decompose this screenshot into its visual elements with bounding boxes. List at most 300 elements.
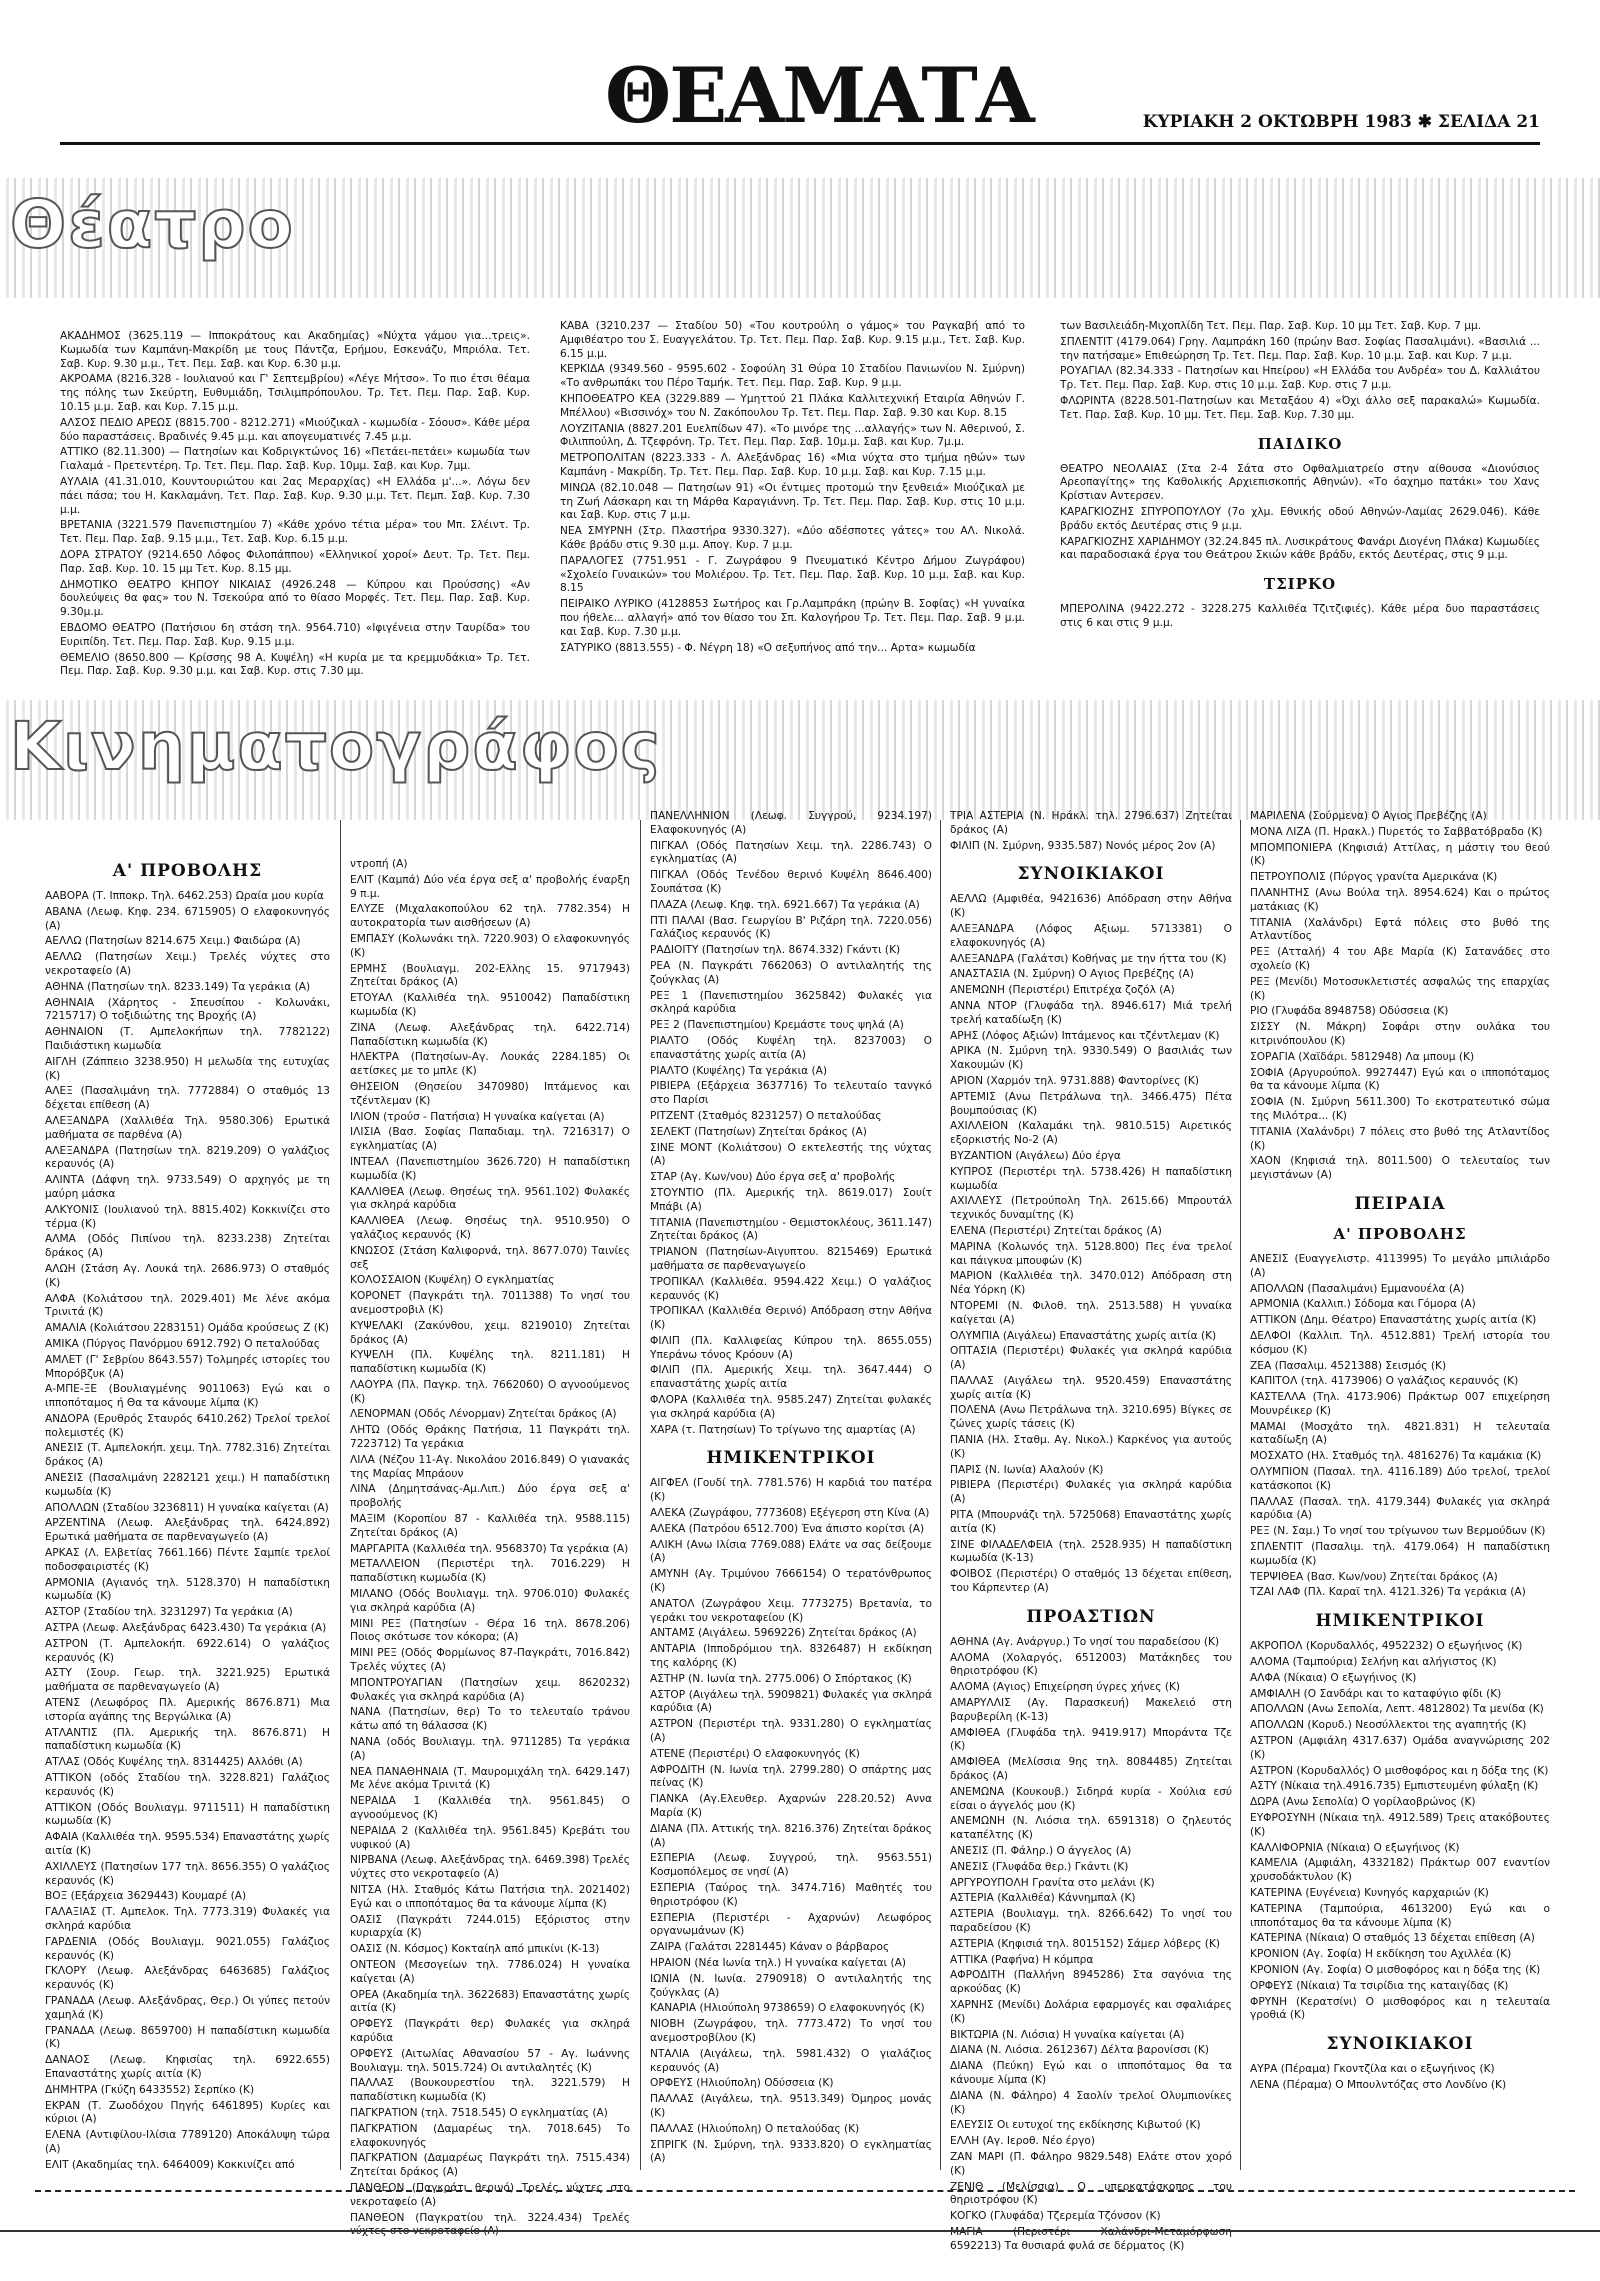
listing-entry: ΑΧΙΛΛΕΙΟΝ (Καλαμάκι τηλ. 9810.515) Αιρετικός εξορκιστής Νο-2 (Α) — [950, 1120, 1232, 1147]
cinema-column-5 — [1250, 810, 1550, 2180]
listing-entry: ΑΣΤΟΡ (Αιγάλεω τηλ. 5909821) Φυλακές για σκληρά καρύδια (Α) — [650, 1688, 932, 1715]
listing-entry: ΤΖΑΙ ΛΑΦ (Πλ. Καραϊ τηλ. 4121.326) Τα γεράκια (Α) — [1250, 1586, 1526, 1599]
listing-entry: ΡΕΞ (Μενίδι) Μοτοσυκλετιστές ασφαλώς της επαρχίας (Κ) — [1250, 975, 1550, 1002]
listing-entry: ΜΙΝΙ ΡΕΞ (Οδός Φορμίωνος 87-Παγκράτι, 7016.842) Τρελές νύχτες (Α) — [350, 1647, 630, 1674]
listing-entry: ΑΜΦΙΑΛΗ (Ο Σανδάρι και το καταφύγιο φίδι (Κ) — [1250, 1687, 1502, 1700]
theatre-banner-word: Θέατρο — [10, 186, 295, 263]
listing-entry: ΝΤΟΡΕΜΙ (Ν. Φιλοθ. τηλ. 2513.588) Η γυναίκα καίγεται (Α) — [950, 1299, 1232, 1326]
listing-entry: ΑΛΙΚΗ (Ανω Ιλίσια 7769.088) Ελάτε να σας δείξουμε (Α) — [650, 1538, 932, 1565]
listing-entry: ΑΘΗΝΑΙΟΝ (Τ. Αμπελοκήπων τηλ. 7782122) Παιδιάστικη κωμωδία — [45, 1026, 330, 1052]
listing-entry: ΚΡΟΝΙΟΝ (Αγ. Σοφία) Ο μισθοφόρος και η δόξα της (Κ) — [1250, 1963, 1541, 1976]
listing-entry: ΓΑΡΔΕΝΙΑ (Οδός Βουλιαγμ. 9021.055) Γαλάζιος κεραυνός (Κ) — [45, 1935, 330, 1962]
listing-entry: ΑΛΟΜΑ (Χολαργός, 6512003) Ματάκηδες του θηριοτρόφου (Κ) — [950, 1651, 1232, 1678]
listing-entry: ΡΕΞ 1 (Πανεπιστημίου 3625842) Φυλακές για σκληρά καρύδια — [650, 989, 932, 1016]
listing-entry: ΓΑΛΑΞΙΑΣ (Τ. Αμπελοκ. Τηλ. 7773.319) Φυλακές για σκληρά καρύδια — [45, 1906, 330, 1932]
listing-entry: ΑΡΗΣ (Λόφος Αξιών) Ιπτάμενος και τζέντλεμαν (Κ) — [950, 1029, 1220, 1042]
listing-entry: ΜΑΞΙΜ (Κοροπίου 87 - Καλλιθέα τηλ. 9588.115) Ζητείται δράκος (Α) — [350, 1513, 630, 1539]
listing-entry: ΟΝΤΕΟΝ (Μεσογείων τηλ. 7786.024) Η γυναίκα καίγεται (Α) — [350, 1958, 630, 1985]
listing-entry: ΕΛΕΝΑ (Αντιφίλου-Ιλίσια 7789120) Αποκάλυψη τώρα (Α) — [45, 2129, 330, 2155]
piraeus-semi-central-heading: ΗΜΙΚΕΝΤΡΙΚΟΙ — [1315, 1611, 1485, 1632]
cinema-banner-word: Κινηματογράφος — [10, 708, 662, 785]
listing-entry: ΑΜΑΛΙΑ (Κολιάτσου 2283151) Ομάδα κρούσεως Ζ (Κ) — [45, 1322, 329, 1335]
listing-entry: ΑΣΤΡΟΝ (Αμφιάλη 4317.637) Ομάδα αναγνώρισης 202 (Κ) — [1250, 1735, 1550, 1761]
listing-entry: ΕΜΠΑΣΥ (Κολωνάκι τηλ. 7220.903) Ο ελαφοκυνηγός (Κ) — [350, 932, 630, 959]
listing-entry: ΑΙΓΦΕΛ (Γουδί τηλ. 7781.576) Η καρδιά του πατέρα (Κ) — [650, 1477, 932, 1504]
listing-entry: ΑΘΗΝΑ (Αγ. Ανάργυρ.) Το νησί του παραδείσου (Κ) — [950, 1635, 1220, 1648]
listing-entry: ΝΑΝΑ (οδός Βουλιαγμ. τηλ. 9711285) Τα γεράκια (Α) — [350, 1736, 630, 1762]
listing-entry: ΑΕΛΛΩ (Αμφιθέα, 9421636) Απόδραση στην Αθήνα (Κ) — [950, 893, 1232, 920]
listing-entry: ΙΩΝΙΑ (Ν. Ιωνία. 2790918) Ο αντιλαλητής της ζούγκλας (Α) — [650, 1972, 932, 1999]
listing-entry: ΑΠΟΛΛΩΝ (Κορυδ.) Νεοσύλλεκτοι της αγαπητής (Κ) — [1250, 1719, 1527, 1732]
listing-entry: ΑΤΛΑΣ (Οδός Κυψέλης τηλ. 8314425) Αλλόθι (Α) — [45, 1756, 303, 1769]
listing-entry: ΕΛΙΤ (Ακαδημίας τηλ. 6464009) Κοκκινίζει από — [45, 2158, 295, 2171]
listing-entry: ΑΛΜΑ (Οδός Πιπίνου τηλ. 8233.238) Ζητείται δράκος (Α) — [45, 1233, 330, 1260]
listing-entry: ΑΜΦΙΘΕΑ (Μελίσσια 9ης τηλ. 8084485) Ζητείται δράκος (Α) — [950, 1756, 1232, 1783]
listing-entry: ΦΟΙΒΟΣ (Περιστέρι) Ο σταθμός 13 δέχεται επίθεση, του Κάρπεντερ (Α) — [950, 1568, 1232, 1595]
listing-entry: ΘΗΣΕΙΟΝ (Θησείου 3470980) Ιπτάμενος και τζέντλεμαν (Κ) — [350, 1080, 630, 1107]
listing-entry: ΡΟΥΑΓΙΑΛ (82.34.333 - Πατησίων και Ηπείρου) «Η Ελλάδα του Ανδρέα» του Δ. Καλλιάτου Τρ. Τετ. Πεμ. Παρ. Σαβ. Κυρ. στις 10 μ.μ. Σαβ. Κυρ. στις 7 μ.μ. — [1060, 365, 1540, 392]
listing-entry: ΑΤΛΑΝΤΙΣ (Πλ. Αμερικής τηλ. 8676.871) Η παπαδίστικη κωμωδία (Κ) — [45, 1726, 330, 1753]
listing-entry: ΡΙΟ (Γλυφάδα 8948758) Οδύσσεια (Κ) — [1250, 1005, 1449, 1018]
listing-entry: ΜΕΤΑΛΛΕΙΟΝ (Περιστέρι τηλ. 7016.229) Η παπαδίστικη κωμωδία (Κ) — [350, 1558, 630, 1585]
listing-entry: ΦΙΛΙΠ (Ν. Σμύρνη, 9335.587) Νονός μέρος 2ον (Α) — [950, 839, 1216, 852]
listing-entry: ΑΡΜΟΝΙΑ (Αγιανός τηλ. 5128.370) Η παπαδίστικη κωμωδία (Κ) — [45, 1576, 330, 1603]
listing-entry: ΜΠΟΝΤΡΟΥΑΓΙΑΝ (Πατησίων χειμ. 8620232) Φυλακές για σκληρά καρύδια (Α) — [350, 1676, 630, 1703]
cinema-column-5b-list — [1250, 1640, 1550, 2023]
listing-entry: ΑΡΜΟΝΙΑ (Καλλιπ.) Σόδομα και Γόμορα (Α) — [1250, 1298, 1476, 1311]
listing-entry: ΡΙΑΛΤΟ (Οδός Κυψέλη τηλ. 8237003) Ο επαναστάτης χωρίς αιτία (Α) — [650, 1034, 932, 1061]
listing-entry: ΟΑΣΙΣ (Παγκράτι 7244.015) Εξόριστος στην κυριαρχία (Κ) — [350, 1913, 630, 1940]
cinema-column-4b-list — [950, 1636, 1232, 2254]
cinema-column-4a-list — [950, 893, 1232, 1595]
listing-entry: ΣΕΛΕΚΤ (Πατησίων) Ζητείται δράκος (Α) — [650, 1125, 867, 1138]
listing-entry: ΑΣΤΥ (Νίκαια τηλ.4916.735) Εμπιστευμένη φύλαξη (Κ) — [1250, 1780, 1539, 1793]
listing-entry: ΑΣΤΥ (Σουρ. Γεωρ. τηλ. 3221.925) Ερωτικά μαθήματα σε παρθεναγωγείο (Α) — [45, 1667, 330, 1694]
listing-entry: ΑΕΛΛΩ (Πατησίων 8214.675 Χειμ.) Φαιδώρα (Α) — [45, 935, 301, 948]
listing-entry: ΕΣΠΕΡΙΑ (Ταύρος τηλ. 3474.716) Μαθητές του θηριοτρόφου (Κ) — [650, 1881, 932, 1908]
listing-entry: ΑΡΚΑΣ (Λ. Ελβετίας 7661.166) Πέντε Σαμπίε τρελοί ποδοσφαιριστές (Κ) — [45, 1547, 330, 1573]
listing-entry: ΓΚΛΟΡΥ (Λεωφ. Αλεξάνδρας 6463685) Γαλάζιος κεραυνός (Κ) — [45, 1965, 330, 1992]
listing-entry: ΑΝΕΜΩΝΑ (Κουκουβ.) Σιδηρά κυρία - Χούλια εσύ είσαι ο άγγελός μου (Κ) — [950, 1785, 1232, 1812]
listing-entry: ΡΙΒΙΕΡΑ (Περιστέρι) Φυλακές για σκληρά καρύδια (Α) — [950, 1479, 1232, 1506]
listing-entry: ΟΛΥΜΠΙΑ (Αιγάλεω) Επαναστάτης χωρίς αιτία (Κ) — [950, 1329, 1217, 1342]
listing-entry: ΡΙΤΖΕΝΤ (Σταθμός 8231257) Ο πεταλούδας — [650, 1109, 882, 1122]
listing-entry: ΦΛΟΡΑ (Καλλιθέα τηλ. 9585.247) Ζητείται φυλακές για σκληρά καρύδια (Α) — [650, 1394, 932, 1420]
listing-entry: ΧΑΟΝ (Κηφισιά τηλ. 8011.500) Ο τελευταίος των μεγιστάνων (Α) — [1250, 1155, 1550, 1182]
masthead — [60, 52, 1540, 145]
circus-heading: ΤΣΙΡΚΟ — [1263, 575, 1337, 594]
listing-entry: ΚΑΤΕΡΙΝΑ (Νίκαια) Ο σταθμός 13 δέχεται επίθεση (Α) — [1250, 1932, 1535, 1945]
listing-entry: ΧΑΡΝΗΣ (Μενίδι) Δολάρια εφαρμογές και σφαλιάρες (Κ) — [950, 1998, 1232, 2025]
listing-entry: ΑΤΕΝΣ (Λεωφόρος Πλ. Αμερικής 8676.871) Μια ιστορία αγάπης της Βεργώλικα (Α) — [45, 1697, 330, 1723]
listing-entry: ΠΑΛΛΑΣ (Αιγάλεω τηλ. 9520.459) Επαναστάτης χωρίς αιτία (Κ) — [950, 1374, 1232, 1401]
listing-entry: ΠΙΓΚΑΛ (Οδός Τενέδου θερινό Κυψέλη 8646.400) Σουπάτσα (Κ) — [650, 869, 932, 895]
listing-entry: ΑΤΤΙΚΟΝ (Δημ. Θέατρο) Επαναστάτης χωρίς αιτία (Κ) — [1250, 1314, 1537, 1327]
listing-entry: ΤΕΡΨΙΘΕΑ (Βασ. Κων/νου) Ζητείται δράκος (Α) — [1250, 1570, 1498, 1583]
listing-entry: ΚΑΛΛΙΘΕΑ (Λεωφ. Θησέως τηλ. 9510.950) Ο γαλάζιος κεραυνός (Κ) — [350, 1215, 630, 1241]
listing-entry: ΧΑΡΑ (τ. Πατησίων) Το τρίγωνο της αμαρτίας (Α) — [650, 1423, 916, 1436]
listing-entry: ΑΤΤΙΚΟ (82.11.300) — Πατησίων και Κοδριγκτώνος 16) «Πετάει-πετάει» κωμωδία των Γιαλαμά - Πρετεντέρη. Τρ. Τετ. Πεμ. Παρ. Σαβ. Κυρ. 10μμ. Σαβ. και Κυρ. 7μμ. — [60, 446, 530, 473]
listing-entry: ΜΑΜΑΙ (Μοσχάτο τηλ. 4821.831) Η τελευταία καταδίωξη (Α) — [1250, 1420, 1550, 1447]
listing-entry: ΑΚΡΟΑΜΑ (8216.328 - Ιουλιανού και Γ' Σεπτεμβρίου) «Λέγε Μήτσο». Το πιο έτσι θέαμα της πόλης των Σκεύρτη, Ευθυμιάδη, Τσιλιμπρόπουλου. Τρ. Τετ. Πεμ. Παρ. Σαβ. Κυρ. 10.15 μ.μ. Σαβ. και Κυρ. 7.15 μ.μ. — [60, 373, 530, 413]
listing-entry: ΝΙΡΒΑΝΑ (Λεωφ. Αλεξάνδρας τηλ. 6469.398) Τρελές νύχτες στο νεκροταφείο (Α) — [350, 1854, 630, 1881]
listing-entry: ΕΥΦΡΟΣΥΝΗ (Νίκαια τηλ. 4912.589) Τρεις ατακόβουτες (Κ) — [1250, 1812, 1550, 1838]
listing-entry: ΒΥΖΑΝΤΙΟΝ (Αιγάλεω) Δύο έργα — [950, 1149, 1121, 1162]
cinema-banner — [0, 700, 1600, 820]
listing-entry: ΗΡΑΙΟΝ (Νέα Ιωνία τηλ.) Η γυναίκα καίγεται (Α) — [650, 1956, 907, 1969]
listing-entry: ΜΠΟΜΠΟΝΙΕΡΑ (Κηφισιά) Αττίλας, η μάστιγ του θεού (Κ) — [1250, 841, 1550, 868]
cinema-column-2 — [350, 858, 630, 2224]
listing-entry: ΠΑΓΚΡΑΤΙΟΝ (Δαμαρέως Παγκράτι τηλ. 7515.434) Ζητείται δράκος (Α) — [350, 2152, 630, 2179]
listing-entry: ΑΛΙΝΤΑ (Δάφνη τηλ. 9733.549) Ο αρχηγός με τη μαύρη μάσκα — [45, 1174, 330, 1200]
listing-entry: ΑΛΕΞΑΝΔΡΑ (Χαλλιθέα Τηλ. 9580.306) Ερωτικά μαθήματα σε παρθένα (Α) — [45, 1114, 330, 1141]
listing-entry: ΚΑΡΑΓΚΙΟΖΗΣ ΣΠΥΡΟΠΟΥΛΟΥ (7ο χλμ. Εθνικής οδού Αθηνών-Λαμίας 2629.046). Κάθε βράδυ εκτός Δευτέρας στις 9 μ.μ. — [1060, 505, 1540, 532]
theatre-column-3-list — [1060, 320, 1540, 423]
listing-entry: ΖΙΝΑ (Λεωφ. Αλεξάνδρας τηλ. 6422.714) Παπαδίστικη κωμωδία (Κ) — [350, 1021, 630, 1048]
listing-entry: ΚΑΜΕΛΙΑ (Αμφιάλη, 4332182) Πράκτωρ 007 εναντίον χρυσοδάκτυλου (Κ) — [1250, 1857, 1550, 1884]
listing-entry: ΝΙΟΒΗ (Ζωγράφου, τηλ. 7773.472) Το νησί του ανεμοστροβίλου (Κ) — [650, 2018, 932, 2044]
listing-entry: ΛΙΛΑ (Νέζου 11-Αγ. Νικολάου 2016.849) Ο γιανακάς της Μαρίας Μπράουν — [350, 1453, 630, 1480]
listing-entry: ΑΣΤΡΑ (Λεωφ. Αλεξάνδρας 6423.430) Τα γεράκια (Α) — [45, 1622, 327, 1635]
listing-entry: ΟΡΦΕΥΣ (Παγκράτι θερ) Φυλακές για σκληρά καρύδια — [350, 2018, 630, 2044]
bottom-rule — [0, 2230, 1600, 2232]
listing-entry: ΠΑΛΛΑΣ (Πασαλ. τηλ. 4179.344) Φυλακές για σκληρά καρύδια (Α) — [1250, 1495, 1550, 1522]
listing-entry: ΑΝΔΟΡΑ (Ερυθρός Σταυρός 6410.262) Τρελοί τρελοί πολεμιστές (Κ) — [45, 1412, 330, 1439]
listing-entry: ΣΤΟΥΝΤΙΟ (Πλ. Αμερικής τηλ. 8619.017) Σουίτ Μπάβι (Α) — [650, 1186, 932, 1213]
listing-entry: ΑΠΟΛΛΩΝ (Ανω Σεπολία, Λεπτ. 4812802) Τα μενίδα (Κ) — [1250, 1703, 1544, 1716]
listing-entry: ΑΚΡΟΠΟΛ (Κορυδαλλός, 4952232) Ο εξωγήινος (Κ) — [1250, 1640, 1523, 1653]
listing-entry: ΤΙΤΑΝΙΑ (Χαλάνδρι) Εφτά πόλεις στο βυθό της Ατλαντίδος — [1250, 916, 1550, 943]
listing-entry: ΟΑΣΙΣ (Ν. Κόσμος) Κοκταίηλ από μπικίνι (Κ-13) — [350, 1943, 600, 1956]
kids-heading: ΠΑΙΔΙΚΟ — [1257, 434, 1343, 453]
listing-entry: ΑΝΕΣΙΣ (Π. Φάληρ.) Ο άγγελος (Α) — [950, 1845, 1132, 1857]
listing-entry: ΝΕΑ ΠΑΝΑΘΗΝΑΙΑ (Τ. Μαυρομιχάλη τηλ. 6429.147) Με λένε ακόμα Τρινιτά (Κ) — [350, 1765, 630, 1792]
listing-entry: ΠΑΝΘΕΟΝ (Παγκρατίου τηλ. 3224.434) Τρελές — [350, 2211, 630, 2224]
listing-entry: ΕΒΔΟΜΟ ΘΕΑΤΡΟ (Πατήσιου 6η στάση τηλ. 9564.710) «Ιφιγένεια στην Ταυρίδα» του Ευριπίδη. Τετ. Πεμ. Παρ. Σαβ. Κυρ. 9.15 μ.μ. — [60, 621, 530, 648]
listing-entry: ΔΙΑΝΑ (Πεύκη) Εγώ και ο ιπποπόταμος θα τα κάνουμε λίμπα (Κ) — [950, 2060, 1232, 2086]
listing-entry: ΑΑΒΟΡΑ (Τ. Ιπποκρ. Τηλ. 6462.253) Ωραία μου κυρία — [45, 890, 324, 902]
listing-entry: ΣΙΣΣΥ (Ν. Μάκρη) Σοφάρι στην ουλάκα του κιτρινόπουλου (Κ) — [1250, 1021, 1550, 1047]
listing-entry: ΑΒΑΝΑ (Λεωφ. Κηφ. 234. 6715905) Ο ελαφοκυνηγός (Α) — [45, 905, 330, 932]
listing-entry: ΜΙΝΙ ΡΕΞ (Πατησίων - Θέρα 16 τηλ. 8678.206) Ποιος σκότωσε τον κόκορα; (Α) — [350, 1617, 630, 1644]
listing-entry: ΝΕΑ ΣΜΥΡΝΗ (Στρ. Πλαστήρα 9330.327). «Δύο αδέσποτες γάτες» του ΑΛ. Νικολά. Κάθε βράδυ στις 9.30 μ.μ. Απογ. Κυρ. 7 μ.μ. — [560, 525, 1025, 551]
cinema-column-1-list — [45, 890, 330, 2173]
listing-entry: ΚΑΤΕΡΙΝΑ (Ταμπούρια, 4613200) Εγώ και ο ιπποπόταμος θα τα κάνουμε λίμπα (Κ) — [1250, 1902, 1550, 1929]
listing-entry: ΛΙΝΑ (Δημητσάνας-Αμ.Λιπ.) Δύο έργα σεξ α' προβολής — [350, 1483, 630, 1510]
listing-entry: ΑΝΝΑ ΝΤΟΡ (Γλυφάδα τηλ. 8946.617) Μιά τρελή τρελή καταδίωξη (Κ) — [950, 999, 1232, 1026]
listing-entry: 6592213) Τα θυσιαρά φυλά σε δέρματος (Κ) — [950, 2239, 1185, 2252]
listing-entry: ΠΕΤΡΟΥΠΟΛΙΣ (Πύργος γρανίτα Αμερικάνα (Κ) — [1250, 871, 1498, 884]
listing-entry: ΑΜΛΕΤ (Γ' Σεβρίου 8643.557) Τολμηρές ιστορίες του Μπορόβζυκ (Α) — [45, 1353, 330, 1380]
listing-entry: ΛΕΝΑ (Πέραμα) Ο Μπουλντόζας στο Λονδίνο (Κ) — [1250, 2078, 1507, 2091]
listing-entry: ΔΙΑΝΑ (Ν. Λιόσια. 2612367) Δέλτα βαρονίσσι (Κ) — [950, 2044, 1209, 2057]
listing-entry: ΚΝΩΣΟΣ (Στάση Καλιφορνά, τηλ. 8677.070) Ταινίες σεξ — [350, 1244, 630, 1271]
listing-entry: ΠΑΝΙΑ (Ηλ. Σταθμ. Αγ. Νικολ.) Καρκένος για αυτούς (Κ) — [950, 1434, 1232, 1460]
listing-entry: ΚΑΤΕΡΙΝΑ (Ευγένεια) Κυνηγός καρχαριών (Κ) — [1250, 1887, 1489, 1899]
listing-entry: ΑΛΕΚΑ (Ζωγράφου, 7773608) Εξέγερση στη Κίνα (Α) — [650, 1507, 930, 1520]
listing-entry: ΡΑΔΙΟΙΤΥ (Πατησίων τηλ. 8674.332) Γκάντι (Κ) — [650, 944, 901, 957]
listing-entry: ΑΠΟΛΛΩΝ (Πασαλιμάνι) Εμμανουέλα (Α) — [1250, 1282, 1465, 1295]
listing-entry: ΘΕΜΕΛΙΟ (8650.800 — Κρίσσης 98 Α. Κυψέλη) «Η κυρία με τα κρεμμυδάκια» Τρ. Τετ. Πεμ. Παρ. Σαβ. Κυρ. 9.30 μ.μ. και Σαβ. Κυρ. στις 7.30 μμ. — [60, 651, 530, 678]
listing-entry: ΡΕΞ (Ατταλή) 4 του Αβε Μαρία (Κ) Σατανάδες στο σχολείο (Κ) — [1250, 946, 1550, 972]
listing-entry: ΣΤΑΡ (Αγ. Κων/νου) Δύο έργα σεξ α' προβολής — [650, 1171, 896, 1184]
listing-entry: ΕΤΟΥΑΛ (Καλλιθέα τηλ. 9510042) Παπαδίστικη κωμωδία (Κ) — [350, 992, 630, 1018]
listing-entry: ΔΑΝΑΟΣ (Λεωφ. Κηφισίας τηλ. 6922.655) Επαναστάτης χωρίς αιτία (Κ) — [45, 2054, 330, 2080]
listing-entry: ΑΤΕΝΕ (Περιστέρι) Ο ελαφοκυνηγός (Κ) — [650, 1747, 860, 1760]
listing-entry: ΚΑΛΛΙΘΕΑ (Λεωφ. Θησέως τηλ. 9561.102) Φυλακές για σκληρά καρύδια — [350, 1185, 630, 1212]
listing-entry: ΑΥΛΑΙΑ (41.31.010, Κουντουριώτου και 2ας Μεραρχίας) «Η Ελλάδα μ'...». Λόγω δεν πάει πάσα; του Η. Κακλαμάνη. Τετ. Παρ. Σαβ. Κυρ. 9.30 μ.μ. Τετ. Πεμπ. Σαβ. Κυρ. 7.30 μ.μ. — [60, 475, 530, 516]
first-run-heading: Α' ΠΡΟΒΟΛΗΣ — [112, 861, 263, 881]
listing-entry: ΛΗΤΩ (Οδός Θράκης Πατήσια, 11 Παγκράτι τηλ. 7223712) Τα γεράκια — [350, 1424, 630, 1451]
listing-entry: ΔΙΑΝΑ (Ν. Φάληρο) 4 Σαολίν τρελοί Ολυμπιονίκες (Κ) — [950, 2089, 1232, 2116]
listing-entry: ΑΝΤΑΜΣ (Αιγάλεω. 5969226) Ζητείται δράκος (Α) — [650, 1627, 917, 1640]
kids-list — [1060, 463, 1540, 564]
listing-entry: ΤΡΟΠΙΚΑΛ (Καλλιθέα Θερινό) Απόδραση στην Αθήνα (Κ) — [650, 1305, 932, 1332]
listing-entry: ΚΟΛΟΣΣΑΙΟΝ (Κυψέλη) Ο εγκληματίας — [350, 1274, 555, 1287]
listing-entry: ΑΘΗΝΑ (Πατησίων τηλ. 8233.149) Τα γεράκια (Α) — [45, 980, 311, 993]
listing-entry: ΛΟΥΖΙΤΑΝΙΑ (8827.201 Ευελπίδων 47). «Το μινόρε της ...αλλαγής» των Ν. Αθερινού, Σ. Φιλιππούλη, Δ. Τζεφρόνη. Τρ. Τετ. Πεμ. Παρ. Σαβ. 10μ.μ. Σαβ. και Κυρ. 7μ.μ. — [560, 422, 1025, 449]
listing-entry: ΜΑΡΙΟΝ (Καλλιθέα τηλ. 3470.012) Απόδραση στη Νέα Υόρκη (Κ) — [950, 1270, 1232, 1297]
listing-entry: ΝΕΡΑΙΔΑ 2 (Καλλιθέα τηλ. 9561.845) Κρεβάτι του νυφικού (Α) — [350, 1824, 630, 1851]
cinema-column-4-list — [950, 810, 1232, 853]
listing-entry: ΜΑΡΙΛΕΝΑ (Σούρμενα) Ο Αγιος Πρεβέζης (Α) — [1250, 810, 1487, 822]
listing-entry: ΑΡΙΟΝ (Χαρμόν τηλ. 9731.888) Φαντορίνες (Κ) — [950, 1074, 1199, 1087]
listing-entry: ΠΑΝΘΕΟΝ (Παγκράτι θερινό) Τρελές νύχτες στο νεκροταφείο (Α) — [350, 2181, 630, 2208]
listing-entry: ΔΗΜΗΤΡΑ (Γκύζη 6433552) Σερπίκο (Κ) — [45, 2083, 255, 2096]
masthead-date: ΚΥΡΙΑΚΗ 2 ΟΚΤΩΒΡΗ 1983 ✱ ΣΕΛΙΔΑ 21 — [1142, 112, 1540, 132]
listing-entry: ΑΣΤΕΡΙΑ (Καλλιθέα) Κάννημπαλ (Κ) — [950, 1892, 1136, 1905]
listing-entry: ΑΦΡΟΔΙΤΗ (Παλλήνη 8945286) Στα σαγόνια της αρκούδας (Κ) — [950, 1969, 1232, 1996]
listing-entry: ΛΑΟΥΡΑ (Πλ. Παγκρ. τηλ. 7662060) Ο αγνοούμενος (Κ) — [350, 1378, 630, 1405]
listing-entry: ΝΑΝΑ (Πατησίων, θερ) Το το τελευταίο τράνου κάτω από τη θάλασσα (Κ) — [350, 1706, 630, 1733]
listing-entry: ΑΛΣΟΣ ΠΕΔΙΟ ΑΡΕΩΣ (8815.700 - 8212.271) «Μιούζικαλ - κωμωδία - Σόουσ». Κάθε μέρα δύο παραστάσεις. Βραδινές 9.45 μ.μ. και απογευματινές 7.45 μ.μ. — [60, 416, 530, 443]
listing-entry: ΑΡΓΥΡΟΥΠΟΛΗ Γρανίτα στο μελάνι (Κ) — [950, 1876, 1155, 1889]
listing-entry: ΑΜΦΙΘΕΑ (Γλυφάδα τηλ. 9419.917) Μποράντα Τζε (Κ) — [950, 1726, 1232, 1753]
cinema-column-3-list — [650, 810, 932, 1437]
listing-entry: ΚΥΠΡΟΣ (Περιστέρι τηλ. 5738.426) Η παπαδίστικη κωμωδία — [950, 1165, 1232, 1192]
listing-entry: ΙΛΙΣΙΑ (Βασ. Σοφίας Παπαδιαμ. τηλ. 7216317) Ο εγκληματίας (Α) — [350, 1126, 630, 1153]
column-rule-4 — [1240, 820, 1241, 2170]
listing-entry: ΦΛΩΡΙΝΤΑ (8228.501-Πατησίων και Μεταξάου 4) «Όχι άλλο σεξ παρακαλώ» Κωμωδία. Τετ. Παρ. Σαβ. Κυρ. 10 μμ. Τετ. Πεμ. Σαβ. Κυρ. 7.30 μμ. — [1060, 394, 1540, 421]
listing-entry: ΑΛΚΥΟΝΙΣ (Ιουλιανού τηλ. 8815.402) Κοκκινίζει στο τέρμα (Κ) — [45, 1203, 330, 1230]
listing-entry: ΕΛΥΖΕ (Μιχαλακοπούλου 62 τηλ. 7782.354) Η αυτοκρατορία των αισθήσεων (Α) — [350, 903, 630, 930]
listing-entry: ΑΣΤΗΡ (Ν. Ιωνία τηλ. 2775.006) Ο Σπόρτακος (Κ) — [650, 1672, 912, 1685]
listing-entry: ΟΡΦΕΥΣ (Νίκαια) Τα τσιρίδια της καταιγίδας (Κ) — [1250, 1979, 1509, 1992]
listing-entry: ΑΡΤΕΜΙΣ (Ανω Πετράλωνα τηλ. 3466.475) Πέτα βουμπούσιας (Κ) — [950, 1090, 1232, 1117]
listing-entry: ΕΛΙΤ (Καμπά) Δύο νέα έργα σεξ α' προβολής έναρξη 9 π.μ. — [350, 873, 630, 900]
listing-entry: ΕΛΕΝΑ (Περιστέρι) Ζητείται δράκος (Α) — [950, 1224, 1162, 1237]
column-rule-2 — [640, 820, 641, 2170]
listing-entry: ΑΦΡΟΔΙΤΗ (Ν. Ιωνία τηλ. 2799.280) Ο σπάρτης μας πείνας (Κ) — [650, 1763, 932, 1790]
listing-entry: ΒΡΕΤΑΝΙΑ (3221.579 Πανεπιστημίου 7) «Κάθε χρόνο τέτια μέρα» του Μπ. Σλέιντ. Τρ. Τετ. Πεμ. Παρ. Σαβ. 9.15 μ.μ., Τετ. Σαβ. Κυρ. 6.15 μ.μ. — [60, 519, 530, 546]
listing-entry: ΖΕΑ (Πασαλιμ. 4521388) Σεισμός (Κ) — [1250, 1359, 1447, 1372]
listing-entry: ΔΩΡΑ (Ανω Σεπολία) Ο γορίλαοβρώνος (Κ) — [1250, 1796, 1476, 1809]
listing-entry: ΚΥΨΕΛΗ (Πλ. Κυψέλης τηλ. 8211.181) Η παπαδίστικη κωμωδία (Κ) — [350, 1349, 630, 1376]
cinema-column-3 — [650, 810, 932, 2180]
listing-entry: ΕΣΠΕΡΙΑ (Περιστέρι - Αχαρνών) Λεωφόρος οργανωμάνων (Κ) — [650, 1911, 932, 1938]
listing-entry: ΠΙΓΚΑΛ (Οδός Πατησίων Χειμ. τηλ. 2286.743) Ο εγκληματίας (Α) — [650, 839, 932, 866]
listing-entry: ΤΙΤΑΝΙΑ (Πανεπιστημίου - Θεμιστοκλέους, 3611.147) Ζητείται δράκος (Α) — [650, 1216, 932, 1243]
listing-entry: ΑΣΤΕΡΙΑ (Κηφισιά τηλ. 8015152) Σάμερ λόβερς (Κ) — [950, 1937, 1221, 1950]
listing-entry: ΑΛΟΜΑ (Ταμπούρια) Σελήνη και αλήγιστος (Κ) — [1250, 1656, 1497, 1669]
listing-entry: ΚΑΛΛΙΦΟΡΝΙΑ (Νίκαια) Ο εξωγήινος (Κ) — [1250, 1841, 1460, 1854]
listing-entry: ΒΙΚΤΩΡΙΑ (Ν. Λιόσια) Η γυναίκα καίγεται (Α) — [950, 2028, 1185, 2041]
listing-entry: ΑΝΑΤΟΛ (Ζωγράφου Χειμ. 7773275) Βρετανία, το γεράκι του νεκροταφείου (Κ) — [650, 1597, 932, 1624]
listing-entry: ΣΠΛΕΝΤΙΤ (4179.064) Γρηγ. Λαμπράκη 160 (πρώην Βασ. Σοφίας Πασαλιμάνι). «Βασιλιά ... την πατήσαμε» Επιθεώρηση Τρ. Τετ. Πεμ. Παρ. Σαβ. Κυρ. 10 μ.μ. Σαβ. και Κυρ. 7 μ.μ. — [1060, 335, 1540, 362]
cinema-column-1 — [45, 850, 330, 2180]
listing-entry: ΜΑΡΙΝΑ (Κολωνός τηλ. 5128.800) Πες ένα τρελοί και πάιγκυα μπουφών (Κ) — [950, 1240, 1232, 1267]
listing-entry: ΜΟΝΑ ΛΙΖΑ (Π. Ηρακλ.) Πυρετός το Σαββατόβραδο (Κ) — [1250, 825, 1543, 838]
listing-entry: ΠΑΓΚΡΑΤΙΟΝ (τηλ. 7518.545) Ο εγκληματίας (Α) — [350, 2106, 608, 2119]
listing-entry: ΑΝΕΜΩΝΗ (Ν. Λιόσια τηλ. 6591318) Ο ζηλευτός καταπέλτης (Κ) — [950, 1815, 1232, 1842]
listing-entry: ΑΝΑΣΤΑΣΙΑ (Ν. Σμύρνη) Ο Αγιος Πρεβέζης (Α) — [950, 968, 1194, 981]
listing-entry: ΓΡΑΝΑΔΑ (Λεωφ. 8659700) Η παπαδίστικη κωμωδία (Κ) — [45, 2024, 330, 2051]
listing-entry: ΔΙΑΝΑ (Πλ. Αττικής τηλ. 8216.376) Ζητείται δράκος (Α) — [650, 1822, 932, 1849]
listing-entry: ΑΧΙΛΛΕΥΣ (Πατησίων 177 τηλ. 8656.355) Ο γαλάζιος κεραυνός (Κ) — [45, 1860, 330, 1887]
listing-entry: ΑΘΗΝΑΙΑ (Χάρητος - Σπευσίπου - Κολωνάκι, 7215717) Ο τοξιδιώτης της Βροχής (Α) — [45, 996, 330, 1023]
listing-entry: των Βασιλειάδη-Μιχοπλίδη Τετ. Πεμ. Παρ. Σαβ. Κυρ. 10 μμ Τετ. Σαβ. Κυρ. 7 μμ. — [1060, 320, 1482, 332]
listing-entry: ΑΡΖΕΝΤΙΝΑ (Λεωφ. Αλεξάνδρας τηλ. 6424.892) Ερωτικά μαθήματα σε παρθεναγωγείο (Α) — [45, 1517, 330, 1544]
listing-entry: ΑΥΡΑ (Πέραμα) Γκοντζίλα και ο εξωγήινος (Κ) — [1250, 2063, 1495, 2076]
listing-entry: ΠΑΡΑΛΟΓΕΣ (7751.951 - Γ. Ζωγράφου 9 Πνευματικό Κέντρο Δήμου Ζωγράφου) «Σχολείο Γυναικών» του Μολιέρου. Τρ. Τετ. Πεμ. Παρ. Σαβ. Κυρ. 10 μ.μ. Σαβ. και Κυρ. 8.15 — [560, 554, 1025, 595]
listing-entry: ΕΚΡΑΝ (Τ. Ζωοδόχου Πηγής 6461895) Κυρίες και κύριοι (Α) — [45, 2099, 330, 2126]
listing-entry: ΚΟΓΚΟ (Γλυφάδα) Τζερεμία Τζόνσον (Κ) — [950, 2210, 1161, 2223]
listing-entry: ΔΕΛΦΟΙ (Καλλιπ. Τηλ. 4512.881) Τρελή ιστορία του κόσμου (Κ) — [1250, 1329, 1550, 1356]
listing-entry: ΣΑΤΥΡΙΚΟ (8813.555) - Φ. Νέγρη 18) «Ο σεξυπήνος από την... Αρτα» κωμωδία — [560, 641, 976, 654]
listing-entry: ΚΑΝΑΡΙΑ (Ηλιούπολη 9738659) Ο ελαφοκυνηγός (Κ) — [650, 2002, 925, 2015]
listing-entry: ΘΕΑΤΡΟ ΝΕΟΛΑΙΑΣ (Στα 2-4 Σάτα στο Οφθαλμιατρείο στην αίθουσα «Διονύσιος Αρεοπαγίτης» της Καθολικής Αρχιεπισκοπής Αθηνών). «Το όαχημο πατάκι» του Χανς Κρίστιαν Αντερσεν. — [1060, 462, 1540, 503]
listing-entry: ΚΕΡΚΙΔΑ (9349.560 - 9595.602 - Σοφούλη 31 Θύρα 10 Σταδίου Πανιωνίου Ν. Σμύρνη) «Το ανθρωπάκι του Πέρο Ταμήκ. Τετ. Πεμ. Παρ. Σαβ. Κυρ. 9 μ.μ. — [560, 363, 1025, 390]
listing-entry: ΚΑΡΑΓΚΙΟΖΗΣ ΧΑΡΙΔΗΜΟΥ (32.24.845 πλ. Λυσικράτους Φανάρι Διογένη Πλάκα) Κωμωδίες και παραδοσιακά έργα του Θεάτρου Σκιών κάθε βράδυ, εκτός Δευτέρας, στις 9 μ.μ. — [1060, 535, 1540, 562]
listing-entry: ΠΛΑΝΗΤΗΣ (Ανω Βούλα τηλ. 8954.624) Και ο πρώτος ματάκιας (Κ) — [1250, 886, 1550, 913]
listing-entry: ΣΙΝΕ ΦΙΛΑΔΕΛΦΕΙΑ (τηλ. 2528.935) Η παπαδίστικη κωμωδία (Κ-13) — [950, 1538, 1232, 1565]
listing-entry: ΕΣΠΕΡΙΑ (Λεωφ. Συγγρού, τηλ. 9563.551) Κοσμοπόλεμος σε νησί (Α) — [650, 1852, 932, 1879]
theatre-banner — [0, 178, 1600, 298]
listing-entry: ΑΜΑΡΥΛΛΙΣ (Αγ. Παρασκευή) Μακελειό στη βαρυβερίλη (Κ-13) — [950, 1697, 1232, 1723]
listing-entry: ΡΙΑΛΤΟ (Κυψέλης) Τα γεράκια (Α) — [650, 1064, 828, 1077]
listing-entry: ΠΑΛΛΑΣ (Αιγάλεω, τηλ. 9513.349) Όμηρος μονάς (Κ) — [650, 2093, 932, 2119]
listing-entry: ΑΤΤΙΚΑ (Ραφήνα) Η κόμπρα — [950, 1953, 1094, 1966]
neighbourhood-heading: ΣΥΝΟΙΚΙΑΚΟΙ — [1017, 864, 1165, 885]
listing-entry: ΑΝΕΣΙΣ (Πασαλιμάνη 2282121 χειμ.) Η παπαδίστικη κωμωδία (Κ) — [45, 1472, 330, 1498]
listing-entry: ΑΜΥΝΗ (Αγ. Τριμύνου 7666154) Ο τερατόνθρωπος (Κ) — [650, 1568, 932, 1595]
listing-entry: ΑΝΕΣΙΣ (Τ. Αμπελοκήπ. χειμ. Τηλ. 7782.316) Ζητείται δράκος (Α) — [45, 1442, 330, 1469]
listing-entry: ΑΛΕΞ (Πασαλιμάνη τηλ. 7772884) Ο σταθμός 13 δέχεται επίθεση (Α) — [45, 1085, 330, 1112]
listing-entry: ΑΣΤΕΡΙΑ (Βουλιαγμ. τηλ. 8266.642) Το νησί του παραδείσου (Κ) — [950, 1908, 1232, 1934]
listing-entry: ΔΗΜΟΤΙΚΟ ΘΕΑΤΡΟ ΚΗΠΟΥ ΝΙΚΑΙΑΣ (4926.248 — Κύπρου και Προύσσης) «Αν δουλεύψεις θα φας» του Ν. Τσεκούρα από το θίασο Μορφές. Τετ. Πεμ. Παρ. Σαβ. Κυρ. 9.30μ.μ. — [60, 578, 530, 619]
listing-entry: ΤΡΙΑΝΟΝ (Πατησίων-Αιγυπτου. 8215469) Ερωτικά μαθήματα σε παρθεναγωγείο — [650, 1246, 932, 1272]
listing-entry: ΑΚΑΔΗΜΟΣ (3625.119 — Ιπποκράτους και Ακαδημίας) «Νύχτα γάμου για...τρεις». Κωμωδία των Καμπάνη-Μακρίδη με τους Πάντζα, Ερήμου, Εσκενάζυ, Μπριόλα. Τετ. Σαβ. Κυρ. 9.30 μ.μ., Τετ. Πεμ. Σαβ. και Κυρ. 6.30 μ.μ. — [60, 330, 530, 370]
listing-entry: ΑΛΦΑ (Κολιάτσου τηλ. 2029.401) Με λένε ακόμα Τρινιτά (Κ) — [45, 1292, 330, 1319]
cinema-column-5-list — [1250, 810, 1550, 1183]
listing-entry: ΔΟΡΑ ΣΤΡΑΤΟΥ (9214.650 Λόφος Φιλοπάππου) «Ελληνικοί χοροί» Δευτ. Τρ. Τετ. Πεμ. Παρ. Σαβ. Κυρ. 10. 15 μμ Τετ. Κυρ. 8.15 μμ. — [60, 548, 530, 575]
listing-entry: ΠΑΛΛΑΣ (Ηλιούπολη) Ο πεταλούδας (Κ) — [650, 2122, 860, 2135]
circus-list — [1060, 603, 1540, 631]
listing-entry: ΓΡΑΝΑΔΑ (Λεωφ. Αλεξάνδρας, Θερ.) Οι γύπες πετούν χαμηλά (Κ) — [45, 1994, 330, 2021]
listing-entry: ΓΙΑΝΚΑ (Αγ.Ελευθερ. Αχαρνών 228.20.52) Αννα Μαρία (Κ) — [650, 1793, 932, 1819]
cinema-column-3b-list — [650, 1477, 932, 2166]
listing-entry: ΟΡΦΕΥΣ (Ηλιούπολη) Οδύσσεια (Κ) — [650, 2077, 834, 2090]
listing-entry: ΑΛΕΞΑΝΔΡΑ (Γαλάτσι) Κοθήνας με την ήττα του (Κ) — [950, 952, 1227, 965]
bottom-dashed-rule — [35, 2190, 1575, 2194]
listing-entry: ΠΛΑΖΑ (Λεωφ. Κηφ. τηλ. 6921.667) Τα γεράκια (Α) — [650, 898, 920, 911]
listing-entry: ΚΑΠΙΤΟΛ (τηλ. 4173906) Ο γαλάζιος κεραυνός (Κ) — [1250, 1375, 1519, 1388]
listing-entry: ΑΙΓΛΗ (Ζάππειο 3238.950) Η μελωδία της ευτυχίας (Κ) — [45, 1055, 330, 1082]
listing-entry: ΝΕΡΑΙΔΑ 1 (Καλλιθέα τηλ. 9561.845) Ο αγνοούμενος (Κ) — [350, 1795, 630, 1821]
listing-entry: ντροπή (Α) — [350, 858, 408, 870]
listing-entry: ΑΕΛΛΩ (Πατησίων Χειμ.) Τρελές νύχτες στο νεκροταφείο (Α) — [45, 951, 330, 977]
listing-entry: ΠΕΙΡΑΙΚΟ ΛΥΡΙΚΟ (4128853 Σωτήρος και Γρ.Λαμπράκη (πρώην Β. Σοφίας) «Η γυναίκα που ήθελε... αλλαγή» από τον θίασο του Σπ. Καλογήρου Τρ. Τετ. Πεμ. Παρ. Σαβ. 9 μ.μ. και Σαβ. Κυρ. 7.30 μ.μ. — [560, 598, 1025, 638]
piraeus-first-run-heading: Α' ΠΡΟΒΟΛΗΣ — [1333, 1224, 1467, 1243]
listing-entry: ΡΙΤΑ (Μπουρνάζι τηλ. 5725068) Επαναστάτης χωρίς αιτία (Κ) — [950, 1509, 1232, 1535]
listing-entry: ΑΝΕΣΙΣ (Ευαγγελιστρ. 4113995) Το μεγάλο μπιλιάρδο (Α) — [1250, 1252, 1550, 1279]
listing-entry: ΖΕΝΙΘ (Μελίσσια) Ο υπερκατάσκοπος του θηριοτρόφου (Κ) — [950, 2180, 1232, 2207]
listing-entry: ΣΟΡΑΓΙΑ (Χαϊδάρι. 5812948) Λα μπουμ (Κ) — [1250, 1050, 1475, 1063]
listing-entry: ΚΑΒΑ (3210.237 — Σταδίου 50) «Του κουτρούλη ο γάμος» του Ραγκαβή από το Αμφιθέατρο του Σ. Ευαγγελάτου. Τρ. Τετ. Πεμ. Παρ. Σαβ. Κυρ. 9.15 μ.μ., Τετ. Σαβ. Κυρ. 6.15 μ.μ. — [560, 320, 1025, 360]
listing-entry: ΤΡΙΑ ΑΣΤΕΡΙΑ (Ν. Ηράκλ. τηλ. 2796.637) Ζητείται δράκος (Α) — [950, 810, 1232, 836]
listing-entry: ΦΙΛΙΠ (Πλ. Αμερικής Χειμ. τηλ. 3647.444) Ο επαναστάτης χωρίς αιτία — [650, 1364, 932, 1391]
listing-entry: ΑΣΤΟΡ (Σταδίου τηλ. 3231297) Τα γεράκια (Α) — [45, 1606, 293, 1619]
listing-entry: ΕΛΕΥΣΙΣ Οι ευτυχοί της εκδίκησης Κιβωτού (Κ) — [950, 2119, 1201, 2132]
listing-entry: ΟΡΦΕΥΣ (Αιτωλίας Αθανασίου 57 - Αγ. Ιωάννης Βουλιαγμ. τηλ. 5015.724) Οι αντιλαλητές (Κ) — [350, 2047, 630, 2074]
listing-entry: ΑΛΕΚΑ (Πατρόου 6512.700) Ένα άπιστο κορίτσι (Α) — [650, 1522, 925, 1535]
suburbs-heading: ΠΡΟΑΣΤΙΩΝ — [1026, 1606, 1156, 1627]
listing-entry: ΣΠΛΕΝΤΙΤ (Πασαλιμ. τηλ. 4179.064) Η παπαδίστικη κωμωδία (Κ) — [1250, 1541, 1550, 1567]
listing-entry: ΜΙΛΑΝΟ (Οδός Βουλιαγμ. τηλ. 9706.010) Φυλακές για σκληρά καρύδια (Α) — [350, 1588, 630, 1614]
listing-entry: ΠΑΛΛΑΣ (Βουκουρεστίου τηλ. 3221.579) Η παπαδίστικη κωμωδία (Κ) — [350, 2077, 630, 2104]
listing-entry: ΝΙΤΣΑ (Ηλ. Σταθμός Κάτω Πατήσια τηλ. 2021402) Εγώ και ο ιπποπόταμος θα τα κάνουμε λίμπα (Κ) — [350, 1883, 630, 1910]
cinema-column-4 — [950, 810, 1232, 2252]
listing-entry: ΑΛΦΑ (Νίκαια) Ο εξωγήινος (Κ) — [1250, 1671, 1417, 1684]
listing-entry: ΚΑΣΤΕΛΛΑ (Τηλ. 4173.906) Πράκτωρ 007 επιχείρηση Μουνρέικερ (Κ) — [1250, 1391, 1550, 1417]
listing-entry: ΡΙΒΙΕΡΑ (Εξάρχεια 3637716) Το τελευταίο τανγκό στο Παρίσι — [650, 1080, 932, 1107]
listing-entry: ΚΗΠΟΘΕΑΤΡΟ ΚΕΑ (3229.889 — Υμηττού 21 Πλάκα Καλλιτεχνική Εταιρία Αθηνών Γ. Μπέλλου) «Βισσινόχ» του Ν. Ζακόπουλου Τρ. Τετ. Πεμ. Παρ. Σαβ. 9.30 και Κυρ. 8.15 — [560, 392, 1025, 419]
listing-entry: ΠΑΓΚΡΑΤΙΟΝ (Δαμαρέως τηλ. 7018.645) Το ελαφοκυνηγός — [350, 2122, 630, 2149]
listing-entry: ΟΡΕΑ (Ακαδημία τηλ. 3622683) Επαναστάτης χωρίς αιτία (Κ) — [350, 1988, 630, 2015]
listing-entry: ΑΦΑΙΑ (Καλλιθέα τηλ. 9595.534) Επαναστάτης χωρίς αιτία (Κ) — [45, 1831, 330, 1857]
piraeus-heading: ΠΕΙΡΑΙΑ — [1354, 1193, 1446, 1214]
cinema-column-5a-list — [1250, 1253, 1550, 1600]
listing-entry: ΑΠΟΛΛΩΝ (Σταδίου 3236811) Η γυναίκα καίγεται (Α) — [45, 1501, 329, 1514]
listing-entry: ΑΣΤΡΟΝ (Περιστέρι τηλ. 9331.280) Ο εγκληματίας (Α) — [650, 1718, 932, 1745]
listing-entry: ΤΙΤΑΝΙΑ (Χαλάνδρι) 7 πόλεις στο βυθό της Ατλαντίδος (Κ) — [1250, 1125, 1550, 1152]
listing-entry: ΦΡΥΝΗ (Κερατσίνι) Ο μισθοφόρος και η τελευταία γροθιά (Κ) — [1250, 1995, 1550, 2022]
listing-entry: ΑΧΙΛΛΕΥΣ (Πετρούπολη Τηλ. 2615.66) Μπρουτάλ τεχνικός δυναμίτης (Κ) — [950, 1195, 1232, 1222]
listing-entry: ΜΕΤΡΟΠΟΛΙΤΑΝ (8223.333 - Λ. Αλεξάνδρας 16) «Μια νύχτα στο τμήμα ηθών» των Καμπάνη - Μακρίδη. Τρ. Τετ. Πεμ. Παρ. Σαβ. Κυρ. 10 μ.μ. Σαβ. και Κυρ. 7.15 μ.μ. — [560, 452, 1025, 478]
semi-central-heading: ΗΜΙΚΕΝΤΡΙΚΟΙ — [706, 1448, 876, 1469]
listing-entry: ΑΤΤΙΚΟΝ (Οδός Βουλιαγμ. 9711511) Η παπαδίστικη κωμωδία (Κ) — [45, 1801, 330, 1828]
listing-entry: ΑΝΕΣΙΣ (Γλυφάδα θερ.) Γκάντι (Κ) — [950, 1860, 1129, 1873]
listing-entry: ΑΣΤΡΟΝ (Τ. Αμπελοκήπ. 6922.614) Ο γαλάζιος κεραυνός (Κ) — [45, 1637, 330, 1664]
listing-entry: ΡΕΞ 2 (Πανεπιστημίου) Κρεμάστε τους ψηλά (Α) — [650, 1019, 904, 1032]
listing-entry: ΖΑΙΡΑ (Γαλάτσι 2281445) Κάναν ο βάρβαρος — [650, 1941, 890, 1954]
listing-entry: ΑΛΩΗ (Στάση Αγ. Λουκά τηλ. 2686.973) Ο σταθμός (Κ) — [45, 1262, 330, 1289]
listing-entry: ΑΛΟΜΑ (Αγιος) Επιχείρηση ύγρες χήνες (Κ) — [950, 1681, 1181, 1694]
listing-entry: ΑΛΕΞΑΝΔΡΑ (Λόφος Αξιωμ. 5713381) Ο ελαφοκυνηγός (Α) — [950, 922, 1232, 949]
listing-entry: Α-ΜΠΕ-ΞΕ (Βουλιαγμένης 9011063) Εγώ και ο ιπποπόταμος ή Θα τα κάνουμε λίμπα (Κ) — [45, 1383, 330, 1410]
listing-entry: ΤΡΟΠΙΚΑΛ (Καλλιθέα. 9594.422 Χειμ.) Ο γαλάζιος κεραυνός (Κ) — [650, 1275, 932, 1302]
listing-entry: ΚΥΨΕΛΑΚΙ (Ζακύνθου, χειμ. 8219010) Ζητείται δράκος (Α) — [350, 1319, 630, 1346]
listing-entry: ΣΙΝΕ ΜΟΝΤ (Κολιάτσου) Ο εκτελεστής της νύχτας (Α) — [650, 1141, 932, 1168]
listing-entry: ΒΟΞ (Εξάρχεια 3629443) Κουμαρέ (Α) — [45, 1890, 247, 1903]
listing-entry: ΕΛΛΗ (Αγ. Ιεροθ. Νέο έργο) — [950, 2135, 1096, 2148]
listing-entry: ΙΝΤΕΑΛ (Πανεπιστημίου 3626.720) Η παπαδίστικη κωμωδία (Κ) — [350, 1155, 630, 1182]
listing-entry: ΛΕΝΟΡΜΑΝ (Οδός Λένορμαν) Ζητείται δράκος (Α) — [350, 1408, 617, 1421]
listing-entry: ΜΑΡΓΑΡΙΤΑ (Καλλιθέα τηλ. 9568370) Τα γεράκια (Α) — [350, 1542, 629, 1555]
listing-entry: ΑΣΤΡΟΝ (Κορυδαλλός) Ο μισθοφόρος και η δόξα της (Κ) — [1250, 1764, 1549, 1777]
listing-entry: ΑΤΤΙΚΟΝ (οδός Σταδίου τηλ. 3228.821) Γαλάζιος κεραυνός (Κ) — [45, 1772, 330, 1798]
listing-entry: ΟΛΥΜΠΙΟΝ (Πασαλ. τηλ. 4116.189) Δύο τρελοί, τρελοί κατάσκοποι (Κ) — [1250, 1466, 1550, 1492]
